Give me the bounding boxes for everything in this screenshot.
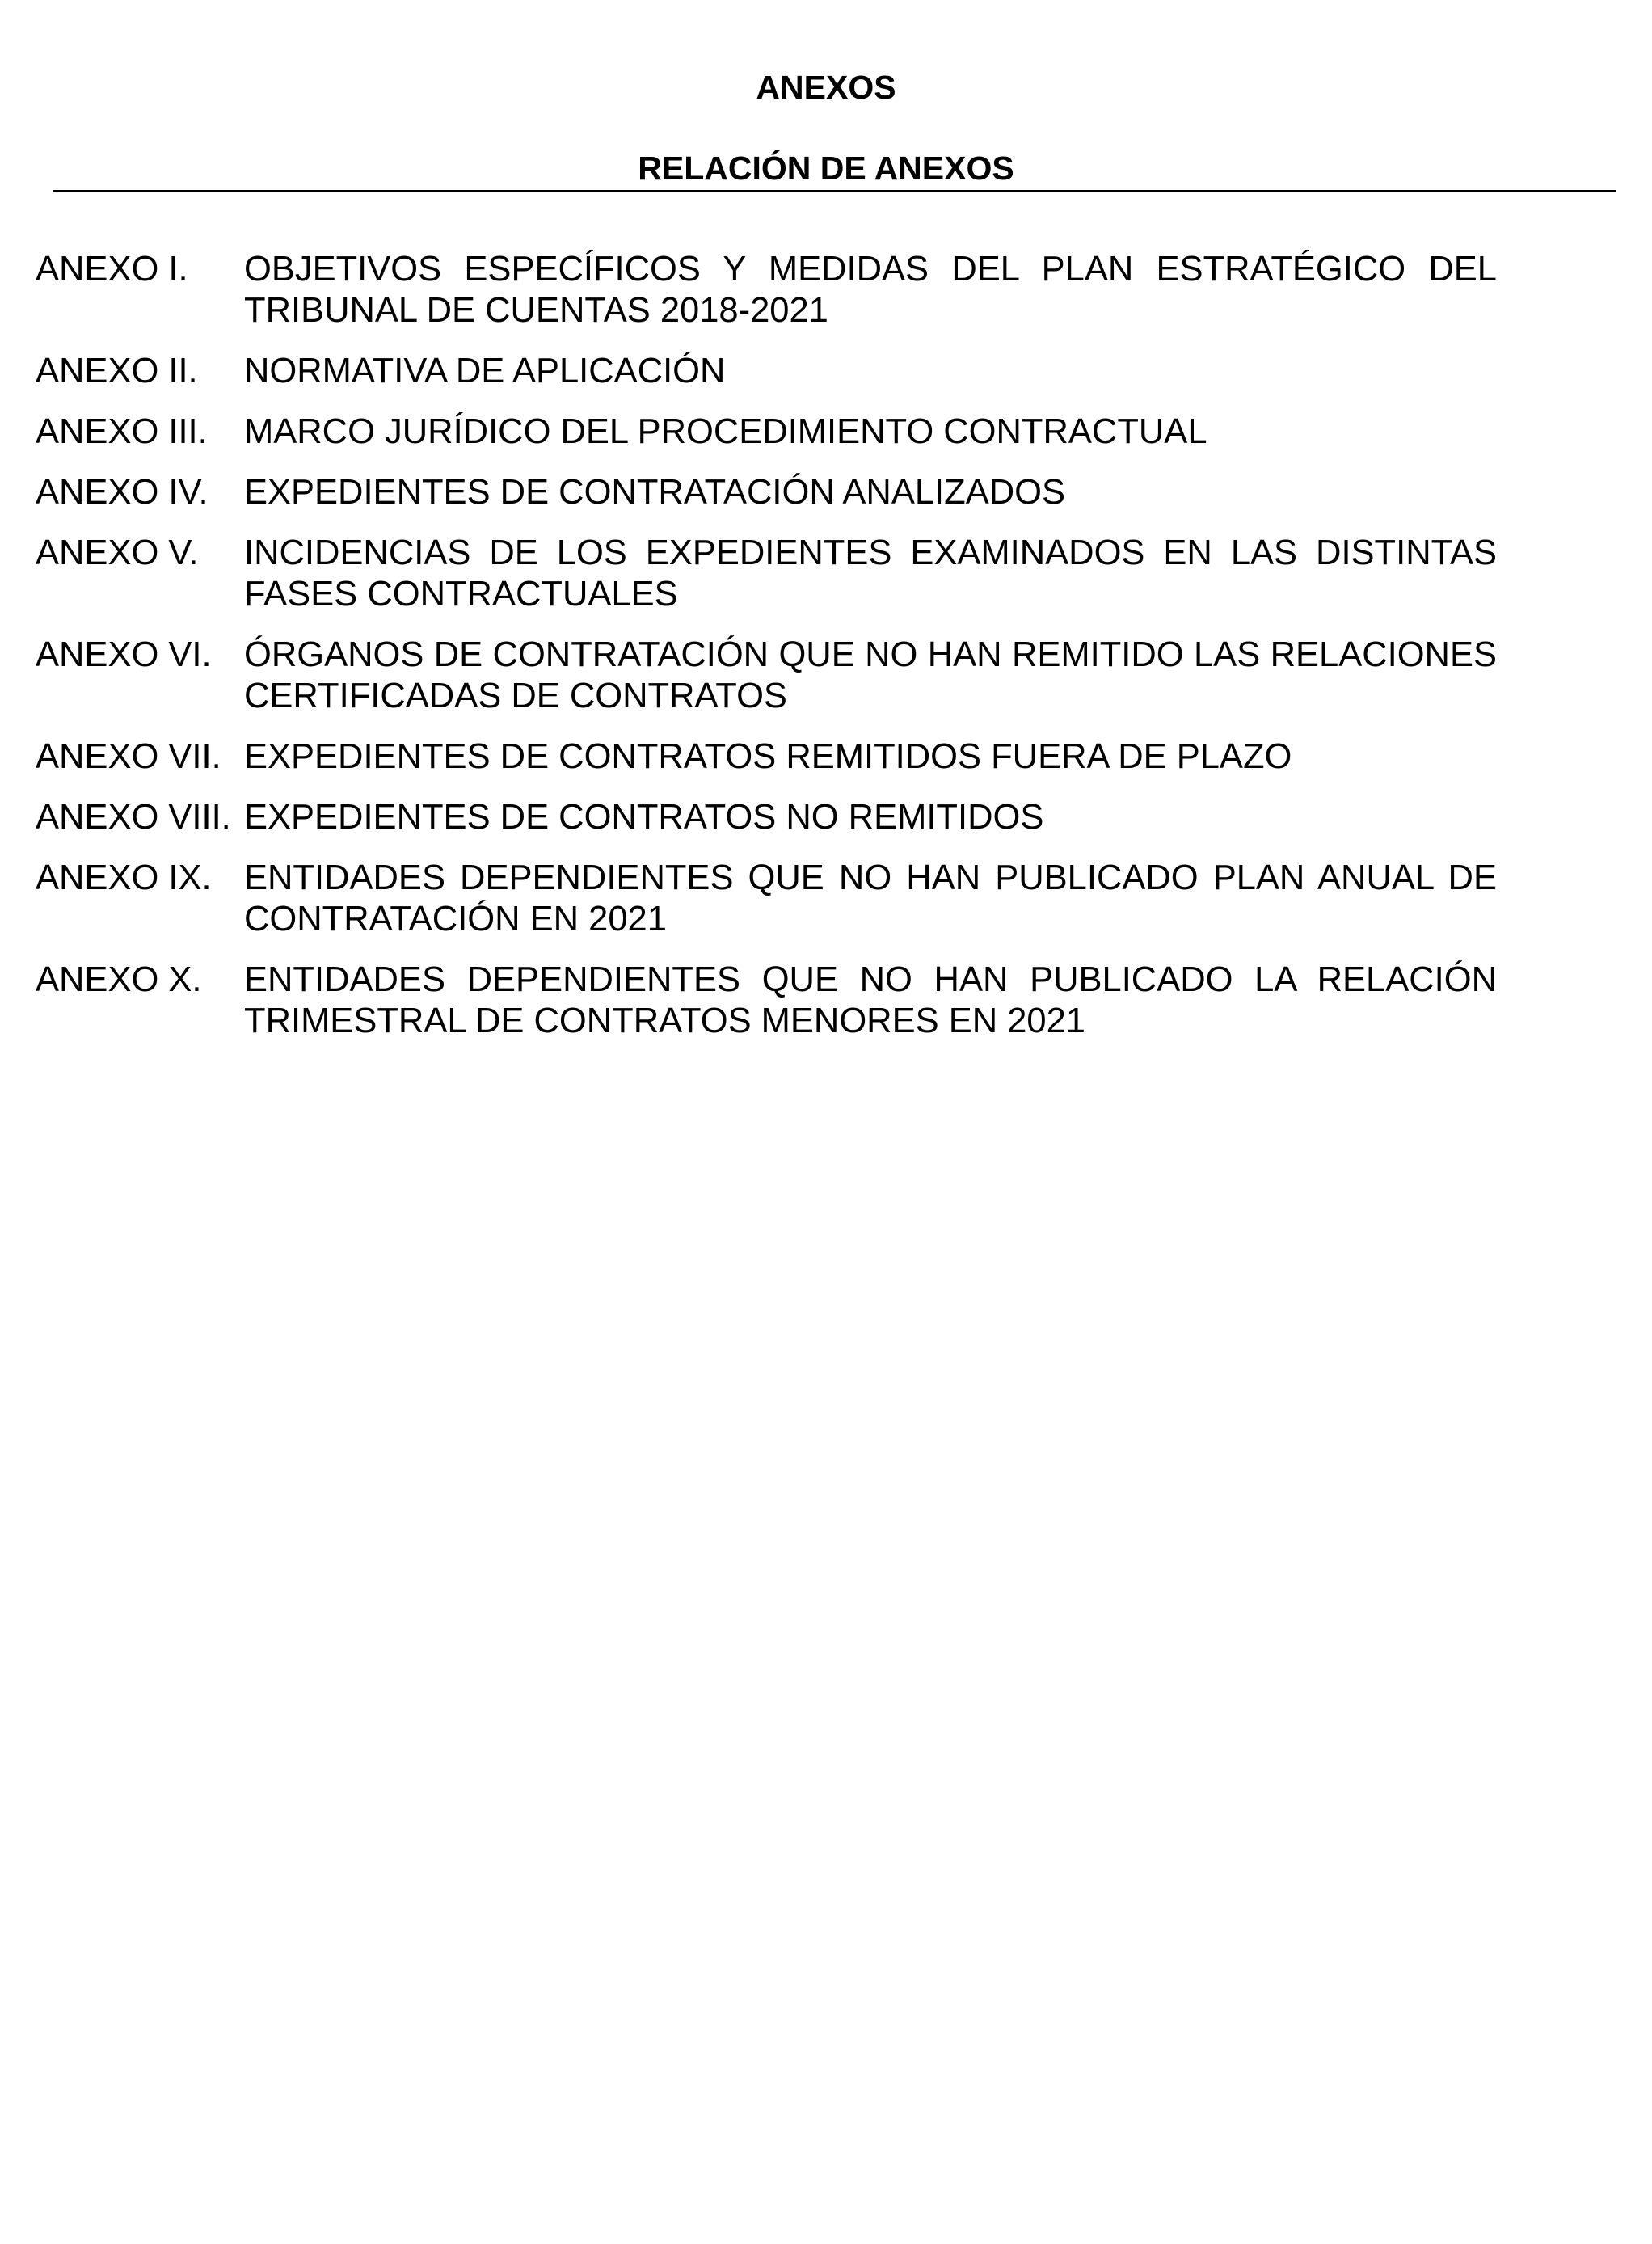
annex-item-7 <box>36 736 1497 778</box>
annex-item-9 <box>36 858 1497 940</box>
annex-title: INCIDENCIAS DE LOS EXPEDIENTES EXAMINADOS EN LAS DISTINTAS FASES CONTRACTUALES <box>244 534 1497 614</box>
page-subtitle: RELACIÓN DE ANEXOS <box>638 150 1014 187</box>
annex-label: ANEXO II. <box>36 352 198 390</box>
annex-item-2 <box>36 351 1497 392</box>
annex-label: ANEXO VIII. <box>36 798 231 837</box>
annex-title: NORMATIVA DE APLICACIÓN <box>244 352 726 390</box>
annex-title: ENTIDADES DEPENDIENTES QUE NO HAN PUBLICADO LA RELACIÓN TRIMESTRAL DE CONTRATOS MENORES EN 2021 <box>244 960 1497 1040</box>
annex-label: ANEXO IX. <box>36 858 212 897</box>
annex-label: ANEXO I. <box>36 250 188 289</box>
annex-item-10 <box>36 960 1497 1042</box>
annex-title: OBJETIVOS ESPECÍFICOS Y MEDIDAS DEL PLAN ESTRATÉGICO DEL TRIBUNAL DE CUENTAS 2018-2021 <box>244 250 1497 330</box>
annex-label: ANEXO IV. <box>36 473 209 512</box>
annex-label: ANEXO VII. <box>36 737 221 776</box>
annex-item-8 <box>36 797 1497 838</box>
annex-label: ANEXO X. <box>36 960 202 999</box>
annex-title: EXPEDIENTES DE CONTRATOS NO REMITIDOS <box>244 798 1044 837</box>
annex-label: ANEXO V. <box>36 534 199 572</box>
annex-list <box>36 249 1497 1061</box>
annex-title: ENTIDADES DEPENDIENTES QUE NO HAN PUBLICADO PLAN ANUAL DE CONTRATACIÓN EN 2021 <box>244 858 1497 939</box>
annex-item-4 <box>36 472 1497 513</box>
annex-item-1 <box>36 249 1497 331</box>
annex-title: EXPEDIENTES DE CONTRATACIÓN ANALIZADOS <box>244 473 1065 512</box>
annex-item-3 <box>36 411 1497 453</box>
page-title: ANEXOS <box>756 69 896 106</box>
header-divider <box>53 190 1616 192</box>
annex-label: ANEXO VI. <box>36 635 212 674</box>
annex-title: MARCO JURÍDICO DEL PROCEDIMIENTO CONTRACTUAL <box>244 412 1207 451</box>
annex-title: EXPEDIENTES DE CONTRATOS REMITIDOS FUERA DE PLAZO <box>244 737 1292 776</box>
annex-label: ANEXO III. <box>36 412 208 451</box>
annex-title: ÓRGANOS DE CONTRATACIÓN QUE NO HAN REMITIDO LAS RELACIONES CERTIFICADAS DE CONTRATOS <box>244 635 1497 715</box>
annex-item-6 <box>36 635 1497 717</box>
annex-item-5 <box>36 533 1497 615</box>
